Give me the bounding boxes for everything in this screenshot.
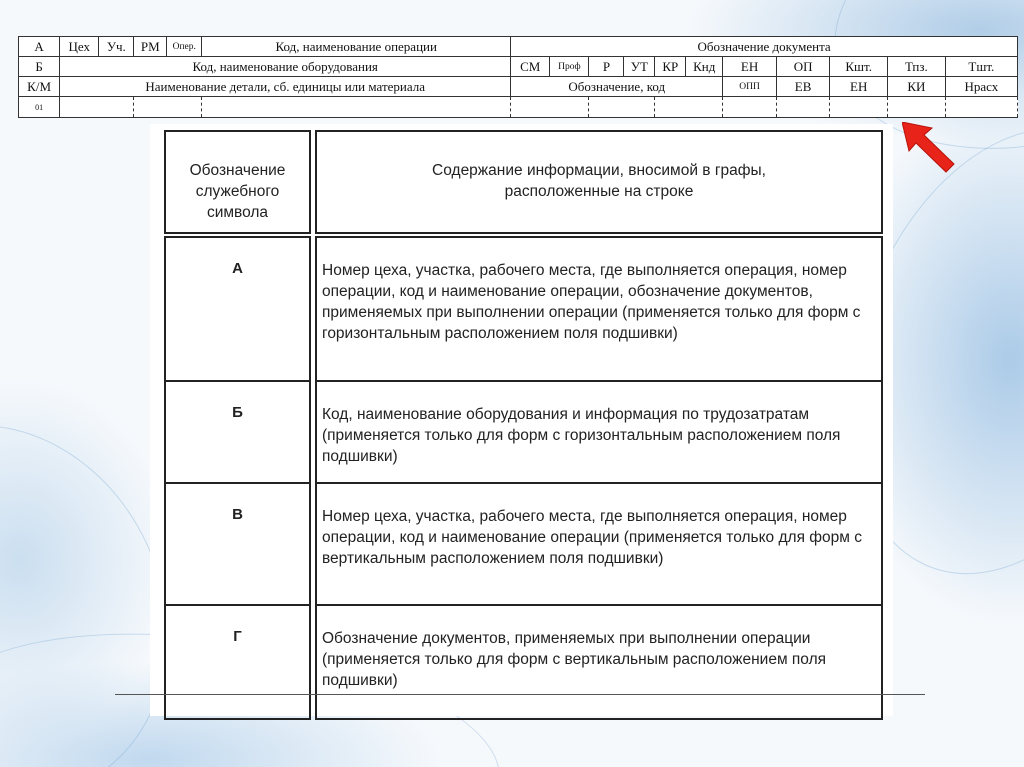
form-row-b — [19, 57, 1018, 77]
form-cell — [888, 97, 946, 118]
symbol-cell: А — [164, 236, 311, 382]
form-cell: Проф — [550, 57, 589, 77]
form-cell: Кшт. — [830, 57, 888, 77]
header-symbol-cell — [164, 130, 311, 234]
form-cell: Обозначение документа — [511, 37, 1018, 57]
form-cell: ОП — [776, 57, 830, 77]
form-cell — [945, 97, 1017, 118]
form-cell: ЕН — [723, 57, 777, 77]
form-cell: Наименование детали, сб. единицы или материала — [60, 77, 511, 97]
form-cell — [776, 97, 830, 118]
form-cell: Уч. — [99, 37, 134, 57]
content-cell: Код, наименование оборудования и информация по трудозатратам (применяется только для форм с горизонтальным расположением поля подшивки) — [315, 380, 883, 484]
form-cell — [723, 97, 777, 118]
form-cell — [60, 97, 134, 118]
content-cell: Номер цеха, участка, рабочего места, где выполняется операция, номер операции, код и наименование операции, обозначение документов, применяемых при выполнении операции (применяется только для форм с горизонтальным расположением поля подшивки) — [315, 236, 883, 382]
form-cell — [511, 97, 589, 118]
form-cell — [589, 97, 655, 118]
header-content-label: Содержание информации, вносимой в графы, расположенные на строке — [432, 162, 766, 200]
form-row-a — [19, 37, 1018, 57]
red-arrow-icon — [902, 122, 958, 174]
form-cell: К/М — [19, 77, 60, 97]
form-row-km — [19, 77, 1018, 97]
form-cell: Нрасх — [945, 77, 1017, 97]
form-cell: Код, наименование оборудования — [60, 57, 511, 77]
content-cell: Обозначение документов, применяемых при выполнении операции (применяется только для форм с вертикальным расположением поля подшивки) — [315, 604, 883, 720]
form-cell: Б — [19, 57, 60, 77]
form-cell: ОПП — [723, 77, 777, 97]
form-cell: Тшт. — [945, 57, 1017, 77]
header-content-cell — [315, 130, 883, 234]
form-cell: Код, наименование операции — [202, 37, 511, 57]
form-cell: ЕН — [830, 77, 888, 97]
symbol-table-panel — [150, 124, 893, 716]
form-cell — [655, 97, 723, 118]
form-cell: СМ — [511, 57, 550, 77]
form-cell: Р — [589, 57, 624, 77]
form-table — [18, 36, 1018, 118]
form-cell: УТ — [624, 57, 655, 77]
symbol-cell: Г — [164, 604, 311, 720]
content-cell: Номер цеха, участка, рабочего места, где выполняется операция, номер операции, код и наименование операции (применяется только для форм с вертикальным расположением поля подшивки) — [315, 482, 883, 606]
form-cell: 01 — [19, 97, 60, 118]
form-cell: Тпз. — [888, 57, 946, 77]
form-cell: Обозначение, код — [511, 77, 723, 97]
form-cell — [202, 97, 511, 118]
form-cell — [134, 97, 202, 118]
form-cell: КИ — [888, 77, 946, 97]
symbol-cell: Б — [164, 380, 311, 484]
form-cell: А — [19, 37, 60, 57]
symbol-cell: В — [164, 482, 311, 606]
form-cell: ЕВ — [776, 77, 830, 97]
form-cell: РМ — [134, 37, 167, 57]
slide-divider — [115, 694, 925, 695]
operation-card-form — [18, 36, 1018, 118]
form-cell: КР — [655, 57, 686, 77]
form-cell: Опер. — [167, 37, 202, 57]
form-cell: Кнд — [686, 57, 723, 77]
form-row-01 — [19, 97, 1018, 118]
header-symbol-label: Обозначение служебного символа — [189, 162, 286, 221]
form-cell: Цех — [60, 37, 99, 57]
form-cell — [830, 97, 888, 118]
